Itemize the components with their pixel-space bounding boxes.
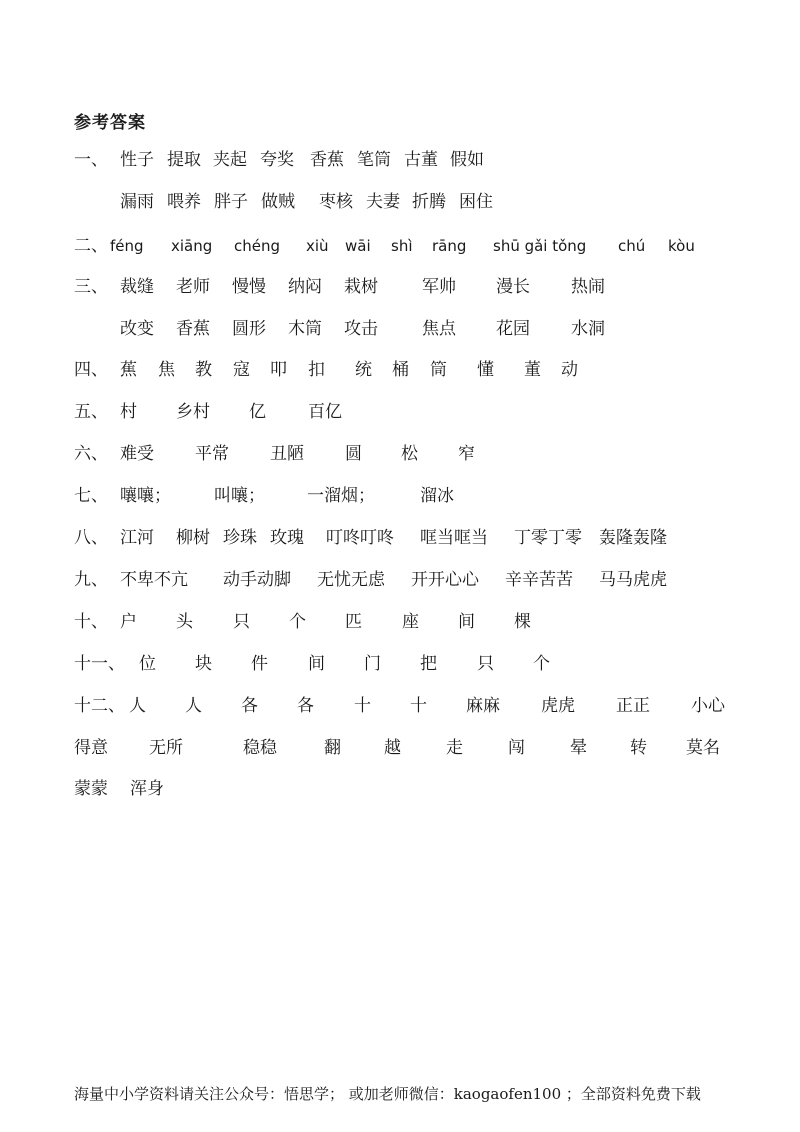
answer-item: 村 [120, 402, 137, 422]
answer-item: 莫名 [686, 738, 720, 758]
section-12 [74, 694, 774, 718]
answer-item: 攻击 [344, 319, 378, 339]
answer-item: 做贼 [261, 192, 295, 212]
answer-item: 喂养 [167, 192, 201, 212]
section-number: 七、 [74, 486, 108, 506]
answer-item: 嚷嚷； [120, 486, 171, 506]
answer-item: 十 [354, 696, 371, 716]
answer-item: 翻 [324, 738, 341, 758]
answer-item: 棵 [514, 612, 531, 632]
answer-item: 松 [401, 444, 418, 464]
answer-item: 不卑不亢 [120, 570, 188, 590]
answer-item: 桶 [392, 360, 409, 380]
answer-item: 花园 [496, 319, 530, 339]
answer-item: 虎虎 [541, 696, 575, 716]
answer-item: 轰隆轰隆 [599, 528, 667, 548]
pinyin-item: wāi [345, 237, 371, 255]
answer-item: 位 [139, 654, 156, 674]
answer-item: 块 [195, 654, 212, 674]
answer-item: 教 [195, 360, 212, 380]
answer-item: 珍珠 [223, 528, 257, 548]
answer-item: 懂 [477, 360, 494, 380]
answer-item: 水洞 [571, 319, 605, 339]
answer-item: 无所 [149, 738, 183, 758]
footer-note: 海量中小学资料请关注公众号：悟思学； 或加老师微信：kaogaofen100 ；全部资料免费下载 [74, 1085, 701, 1103]
answer-item: 十 [410, 696, 427, 716]
answer-item: 正正 [616, 696, 650, 716]
answer-item: 香蕉 [176, 319, 210, 339]
answer-item: 转 [630, 738, 647, 758]
answer-item: 只 [477, 654, 494, 674]
pinyin-item: xiù [306, 237, 329, 255]
answer-item: 个 [289, 612, 306, 632]
answer-item: 个 [533, 654, 550, 674]
answer-item: 夸奖 [260, 150, 294, 170]
pinyin-item: xiāng [171, 237, 213, 255]
answer-item: 夫妻 [366, 192, 400, 212]
section-8 [74, 526, 774, 550]
pinyin-item: féng [110, 237, 144, 255]
answer-item: 军帅 [422, 277, 456, 297]
answer-item: 户 [120, 612, 137, 632]
answer-item: 无忧无虑 [317, 570, 385, 590]
answer-item: 假如 [450, 150, 484, 170]
answer-item: 只 [233, 612, 250, 632]
section-number: 十、 [74, 612, 108, 632]
pinyin-item: chú [618, 237, 646, 255]
answer-item: 胖子 [214, 192, 248, 212]
answer-item: 动手动脚 [223, 570, 291, 590]
pinyin-item: shì [391, 237, 413, 255]
answer-item: 得意 [74, 738, 108, 758]
section-number: 二、 [74, 236, 108, 256]
answer-item: 座 [402, 612, 419, 632]
answer-item: 纳闷 [288, 277, 322, 297]
answer-item: 马马虎虎 [599, 570, 667, 590]
section-1 [74, 148, 774, 172]
answer-item: 亿 [249, 402, 266, 422]
answer-item: 越 [384, 738, 401, 758]
answer-item: 稳稳 [243, 738, 277, 758]
pinyin-item: rāng [432, 237, 467, 255]
pinyin-item: shū gǎi tǒng [493, 237, 587, 255]
answer-item: 慢慢 [232, 277, 266, 297]
answer-item: 寇 [233, 360, 250, 380]
answer-item: 热闹 [571, 277, 605, 297]
answer-item: 窄 [458, 444, 475, 464]
answer-item: 叫嚷； [214, 486, 265, 506]
answer-item: 件 [251, 654, 268, 674]
answer-item: 枣核 [319, 192, 353, 212]
section-number: 十一、 [74, 654, 125, 674]
answer-item: 扣 [308, 360, 325, 380]
answer-item: 各 [241, 696, 258, 716]
section-number: 九、 [74, 570, 108, 590]
answer-item: 古董 [404, 150, 438, 170]
answer-item: 提取 [167, 150, 201, 170]
answer-item: 间 [458, 612, 475, 632]
section-7 [74, 484, 774, 508]
answer-item: 柳树 [176, 528, 210, 548]
section-number: 一、 [74, 150, 108, 170]
answer-item: 闯 [508, 738, 525, 758]
answer-item: 难受 [120, 444, 154, 464]
answer-item: 漫长 [496, 277, 530, 297]
answer-item: 平常 [195, 444, 229, 464]
section-number: 六、 [74, 444, 108, 464]
section-number: 十二、 [74, 696, 125, 716]
answer-item: 门 [364, 654, 381, 674]
section-number: 八、 [74, 528, 108, 548]
section-12-line-3 [74, 777, 774, 801]
answer-item: 哐当哐当 [420, 528, 488, 548]
section-12-line-2 [74, 736, 774, 760]
answer-item: 裁缝 [120, 277, 154, 297]
answer-item: 走 [446, 738, 463, 758]
answer-item: 匹 [345, 612, 362, 632]
answer-item: 叩 [270, 360, 287, 380]
answer-item: 老师 [176, 277, 210, 297]
answer-item: 动 [561, 360, 578, 380]
answer-item: 栽树 [344, 277, 378, 297]
answer-item: 蕉 [120, 360, 137, 380]
answer-item: 香蕉 [310, 150, 344, 170]
page-title: 参考答案 [74, 113, 146, 133]
section-9 [74, 568, 774, 592]
answer-item: 溜冰 [420, 486, 454, 506]
section-3 [74, 275, 774, 299]
answer-item: 笔筒 [357, 150, 391, 170]
section-1-line-2 [74, 190, 774, 214]
answer-item: 各 [297, 696, 314, 716]
answer-item: 玫瑰 [270, 528, 304, 548]
answer-item: 把 [420, 654, 437, 674]
answer-item: 困住 [459, 192, 493, 212]
section-5 [74, 400, 774, 424]
answer-item: 夹起 [213, 150, 247, 170]
answer-item: 焦点 [422, 319, 456, 339]
answer-item: 丑陋 [270, 444, 304, 464]
section-3-line-2 [74, 317, 774, 341]
section-11 [74, 652, 774, 676]
section-number: 三、 [74, 277, 108, 297]
answer-item: 叮咚叮咚 [326, 528, 394, 548]
section-2 [74, 234, 774, 258]
section-number: 五、 [74, 402, 108, 422]
answer-item: 辛辛苦苦 [505, 570, 573, 590]
answer-item: 百亿 [308, 402, 342, 422]
answer-item: 统 [355, 360, 372, 380]
answer-item: 一溜烟； [307, 486, 375, 506]
answer-item: 漏雨 [120, 192, 154, 212]
answer-item: 晕 [570, 738, 587, 758]
answer-item: 麻麻 [466, 696, 500, 716]
answer-item: 圆 [345, 444, 362, 464]
answer-item: 性子 [120, 150, 154, 170]
answer-item: 董 [524, 360, 541, 380]
answer-item: 焦 [158, 360, 175, 380]
answer-item: 人 [185, 696, 202, 716]
answer-item: 人 [129, 696, 146, 716]
answer-item: 筒 [430, 360, 447, 380]
answer-item: 丁零丁零 [514, 528, 582, 548]
answer-item: 乡村 [176, 402, 210, 422]
answer-item: 折腾 [412, 192, 446, 212]
answer-item: 小心 [691, 696, 725, 716]
pinyin-item: kòu [668, 237, 695, 255]
pinyin-item: chéng [234, 237, 281, 255]
answer-item: 头 [176, 612, 193, 632]
answer-item: 蒙蒙 [74, 779, 108, 799]
answer-item: 圆形 [232, 319, 266, 339]
answer-item: 改变 [120, 319, 154, 339]
section-10 [74, 610, 774, 634]
answer-item: 江河 [120, 528, 154, 548]
answer-item: 浑身 [130, 779, 164, 799]
answer-item: 开开心心 [411, 570, 479, 590]
section-6 [74, 442, 774, 466]
section-number: 四、 [74, 360, 108, 380]
answer-item: 木筒 [288, 319, 322, 339]
answer-item: 间 [308, 654, 325, 674]
section-4 [74, 358, 774, 382]
